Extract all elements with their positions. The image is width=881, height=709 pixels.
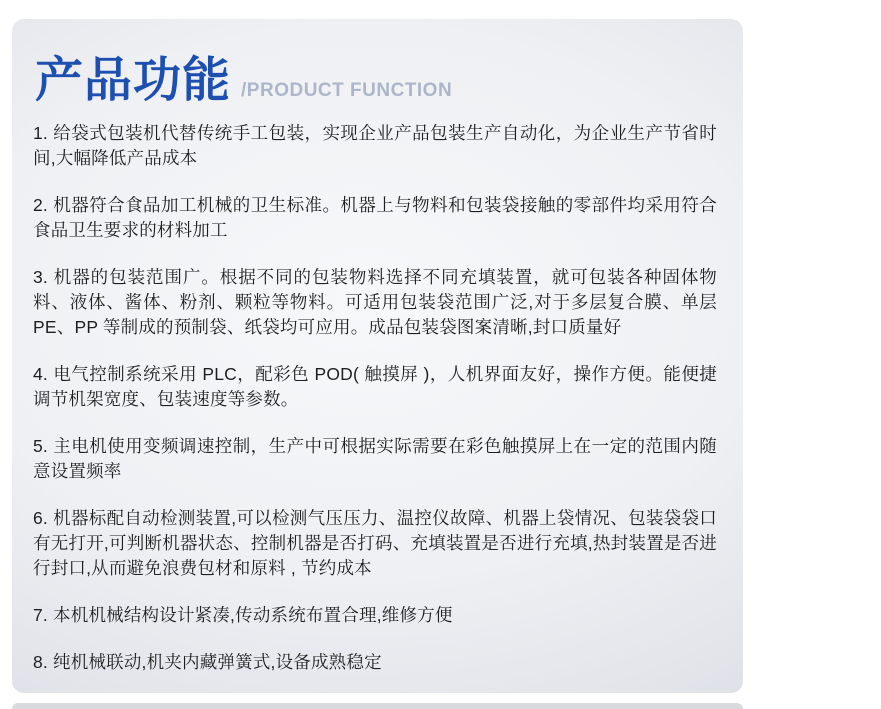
feature-list (33, 121, 717, 675)
product-function-card (12, 19, 743, 693)
feature-item-7: 7. 本机机械结构设计紧凑,传动系统布置合理,维修方便 (33, 605, 453, 625)
section-subtitle: /PRODUCT FUNCTION (241, 80, 453, 101)
feature-item-3: 3. 机器的包装范围广。根据不同的包装物料选择不同充填装置，就可包装各种固体物料、液体、酱体、粉剂、颗粒等物料。可适用包装袋范围广泛,对于多层复合膜、单层PE、PP 等制成的预制袋、纸袋均可应用。成品包装袋图案清晰,封口质量好 (33, 267, 717, 337)
feature-item-5: 5. 主电机使用变频调速控制，生产中可根据实际需要在彩色触摸屏上在一定的范围内随意设置频率 (33, 436, 717, 481)
feature-item-1: 1. 给袋式包装机代替传统手工包装，实现企业产品包装生产自动化，为企业生产节省时间,大幅降低产品成本 (33, 123, 717, 168)
feature-item-6: 6. 机器标配自动检测装置,可以检测气压压力、温控仪故障、机器上袋情况、包装袋袋口有无打开,可判断机器状态、控制机器是否打码、充填装置是否进行充填,热封装置是否进行封口,从而避免浪费包材和原料 , 节约成本 (33, 508, 717, 578)
feature-item-8: 8. 纯机械联动,机夹内藏弹簧式,设备成熟稳定 (33, 652, 382, 672)
feature-item-2: 2. 机器符合食品加工机械的卫生标准。机器上与物料和包装袋接触的零部件均采用符合食品卫生要求的材料加工 (33, 195, 717, 240)
next-card-top-edge (12, 703, 743, 709)
feature-item-4: 4. 电气控制系统采用 PLC，配彩色 POD( 触摸屏 )，人机界面友好，操作方便。能便捷调节机架宽度、包装速度等参数。 (33, 364, 717, 409)
section-header (35, 54, 715, 107)
section-title: 产品功能 (35, 54, 232, 107)
